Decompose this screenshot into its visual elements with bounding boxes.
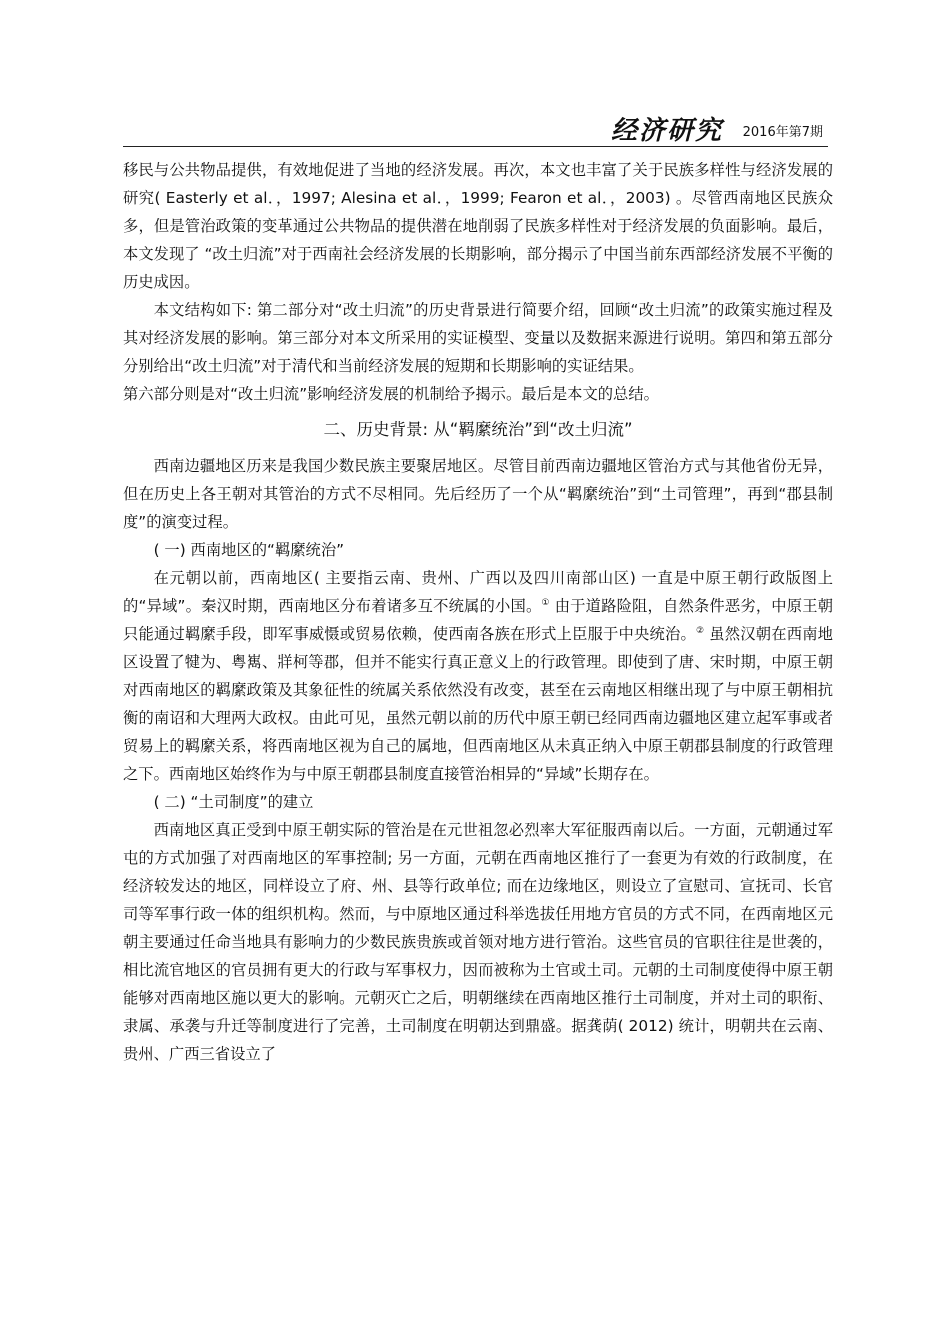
paragraph: 本文结构如下: 第二部分对“改土归流”的历史背景进行简要介绍，回顾“改土归流”的政策实施过程及其对经济发展的影响。第三部分对本文所采用的实证模型、变量以及数据来源进行说明。第四和第五部分分别给出“改土归流”对于清代和当前经济发展的短期和长期影响的实证结果。: [123, 301, 833, 375]
issue-number: 2016年第7期: [742, 125, 823, 140]
journal-logo: 经济研究: [610, 116, 723, 146]
paragraph-text: 由于道路险阻，自然条件恶劣，中原王朝只能通过羁縻手段，即军事威慑或贸易依赖，使西南各族在形式上臣服于中央统治。: [123, 597, 833, 643]
footnote-marker: ①: [541, 597, 550, 608]
section-heading: 二、历史背景: 从“羁縻统治”到“改土归流”: [323, 420, 633, 439]
paragraph-text: 虽然汉朝在西南地区设置了犍为、粤嶲、牂柯等郡，但并不能实行真正意义上的行政管理。即使到了唐、宋时期，中原王朝对西南地区的羁縻政策及其象征性的统属关系依然没有改变，甚至在云南地区相继出现了与中原王朝相抗衡的南诏和大理两大政权。由此可见，虽然元朝以前的历代中原王朝已经同西南边疆地区建立起军事或者贸易上的羁縻关系，将西南地区视为自己的属地，但西南地区从未真正纳入中原王朝郡县制度的行政管理之下。西南地区始终作为与中原王朝郡县制度直接管治相异的“异域”长期存在。: [123, 625, 833, 783]
running-header: [123, 108, 828, 147]
article-body: [123, 156, 833, 1068]
footnote-marker: ②: [695, 625, 705, 636]
subsection-heading: ( 二) “土司制度”的建立: [153, 793, 314, 811]
paragraph: 西南边疆地区历来是我国少数民族主要聚居地区。尽管目前西南边疆地区管治方式与其他省份无异，但在历史上各王朝对其管治的方式不尽相同。先后经历了一个从“羁縻统治”到“土司管理”，再到“郡县制度”的演变过程。: [123, 457, 833, 531]
paragraph: 西南地区真正受到中原王朝实际的管治是在元世祖忽必烈率大军征服西南以后。一方面，元朝通过军屯的方式加强了对西南地区的军事控制; 另一方面，元朝在西南地区推行了一套更为有效的行政制度，在经济较发达的地区，同样设立了府、州、县等行政单位; 而在边缘地区，则设立了宣慰司、宣抚司、长官司等军事行政一体的组织机构。然而，与中原地区通过科举选拔任用地方官员的方式不同，在西南地区元朝主要通过任命当地具有影响力的少数民族贵族或首领对地方进行管治。这些官员的官职往往是世袭的，相比流官地区的官员拥有更大的行政与军事权力，因而被称为土官或土司。元朝的土司制度使得中原王朝能够对西南地区施以更大的影响。元朝灭亡之后，明朝继续在西南地区推行土司制度，并对土司的职衔、隶属、承袭与升迁等制度进行了完善，土司制度在明朝达到鼎盛。据龚荫( 2012) 统计，明朝共在云南、贵州、广西三省设立了: [123, 821, 833, 1063]
paragraph: 第六部分则是对“改土归流”影响经济发展的机制给予揭示。最后是本文的总结。: [123, 385, 659, 403]
paragraph: [123, 564, 833, 788]
paragraph: 移民与公共物品提供，有效地促进了当地的经济发展。再次，本文也丰富了关于民族多样性与经济发展的研究( Easterly et al．，1997; Alesina et al．，1999; Fearon et al．，2003) 。尽管西南地区民族众多，但是管治政策的变革通过公共物品的提供潜在地削弱了民族多样性对于经济发展的负面影响。最后，本文发现了 “改土归流”对于西南社会经济发展的长期影响，部分揭示了中国当前东西部经济发展不平衡的历史成因。: [123, 161, 833, 291]
subsection-heading: ( 一) 西南地区的“羁縻统治”: [153, 541, 345, 559]
paragraph-text: 在元朝以前，西南地区( 主要指云南、贵州、广西以及四川南部山区) 一直是中原王朝行政版图上的“异域”。秦汉时期，西南地区分布着诸多互不统属的小国。: [123, 569, 833, 615]
